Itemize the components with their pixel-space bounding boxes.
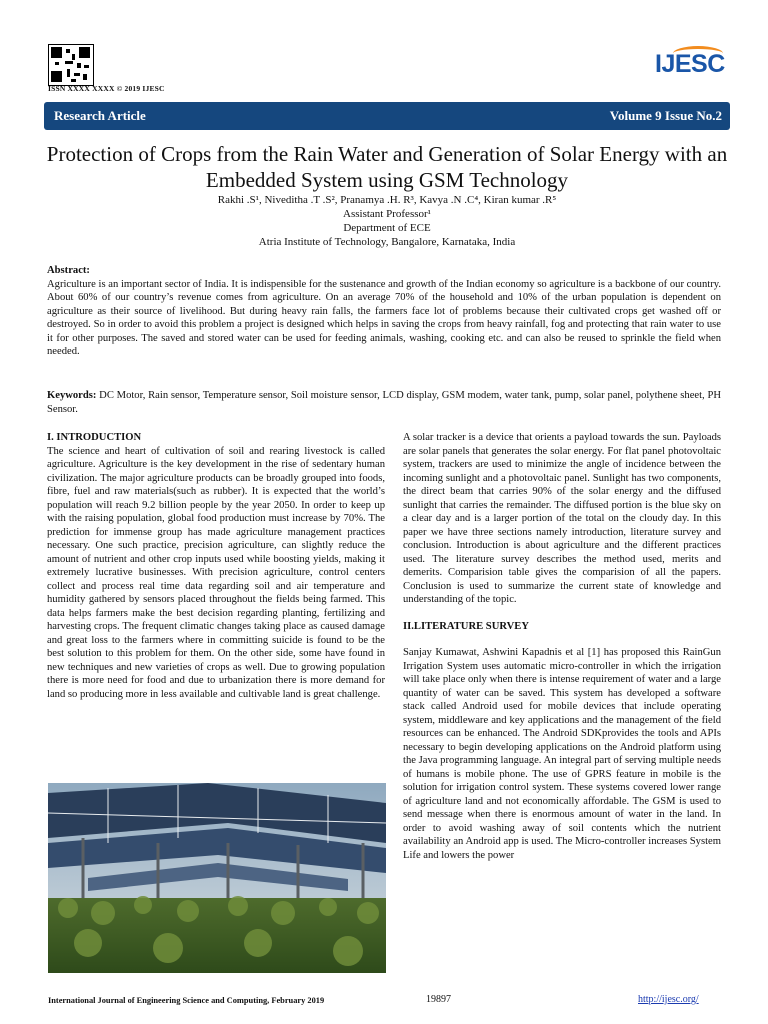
keywords [47,389,721,416]
author-block [44,193,730,249]
keywords-heading: Keywords: [47,390,97,401]
survey-text: Sanjay Kumawat, Ashwini Kapadnis et al [1] has proposed this RainGun Irrigation System uses automatic micro-controller in which the irrigation will take place only when there is intense requirement of water and a large quantity of water can be saved. This system has developed a software stack called Android used for mobile devices that include operating system, middleware and key applications and the management of the field resources can be enhanced. The Android SDKprovides the tools and APIs necessary to begin developing applications on the Android platform using the Java programming language. An integral part of serving multiple needs of humans is mobile phone. The use of GPRS feature in mobile is the solution for irrigation control system. These systems covered lower range of agriculture land and not economically affordable. The GSM is used to send message when there is enormous amount of water in the land. In order to avoid washing away of soil contents which the nutrient availability an Android app is used. The Micro-controller increases System Life and lowers the power [403,647,721,861]
author-position: Assistant Professor¹ [343,208,431,220]
tracker-text: A solar tracker is a device that orients a payload towards the sun. Payloads are solar panels that generates the solar energy. For flat panel photovoltaic system, trackers are used to minimize the angle of incidence between the incoming sunlight and a photovoltaic panel. Sunlight has two components, the direct beam that carries 90% of the solar energy and the diffused sunlight that carries the remainder. The diffused portion is the blue sky on a clear day and is a larger portion of the total on the cloudy day. In this paper we have three sections namely introduction, literature survey and conclusion. Introduction is about agriculture and the different practices used. The literature survey describes the method used, merits and demerits. Comparision table gives the comparision of all the papers. Conclusion is used to summarize the current state of knowledge and understanding of the topic. [403,432,721,605]
qr-code [48,44,94,86]
survey-heading: II.LITERATURE SURVEY [403,620,529,632]
author-institute: Atria Institute of Technology, Bangalore, Karnataka, India [258,236,516,248]
author-department: Department of ECE [343,222,431,234]
keywords-text: DC Motor, Rain sensor, Temperature sensor, Soil moisture sensor, LCD display, GSM modem, water tank, pump, solar panel, polythene sheet, PH Sensor. [47,390,721,415]
footer-page-number: 19897 [426,994,451,1005]
volume-label: Volume 9 Issue No.2 [609,108,722,123]
author-names: Rakhi .S¹, Niveditha .T .S², Pranamya .H. R³, Kavya .N .C⁴, Kiran kumar .R⁵ [217,194,557,206]
footer-journal: International Journal of Engineering Science and Computing, February 2019 [48,996,325,1005]
abstract [47,264,721,359]
issn-text: ISSN XXXX XXXX © 2019 IJESC [48,84,165,93]
solar-farm-photo [48,783,386,973]
solar-farm-illustration [48,783,386,973]
section-label: Research Article [54,108,146,123]
column-left [47,431,385,701]
column-right [403,431,721,862]
footer-url-link[interactable]: http://ijesc.org/ [638,994,699,1005]
article-banner [44,102,730,130]
intro-text: The science and heart of cultivation of soil and rearing livestock is called agriculture. Agriculture is the key development in the rise of sedentary human civilization. The major agriculture products can be broadly grouped into foods, fibre, fuel and raw materials(such as rubber). It is expected that the world’s population will reach 9.2 billion people by the year 2050. In order to keep up with the raising population, global food production must increase by 70%. The prediction for immense group has made agriculture management practices necessary. One such practice, precision agriculture, can slightly reduce the amount of nutrient and other crop inputs used while boosting yields, making it extremely lucrative businesses. With precision agriculture, control centers collect and process real time data regarding soil and air temperature and humidity gathered by sensors placed throughout the fields being farmed. This data helps farmers make the best decision regarding planting, fertilizing and harvesting crops. The frequent climatic changes taking place as caused damage and great loss to the farmers where in committing suicide is found to be the best solution to this problem for them. On the other side, some have found in new techniques and new varieties of crops as well. Due to growing population there is more need for food and due to urbanization there is more demand for land so producing more in less available and cultivable land is great challenge. [47,445,385,700]
logo-text: IJESC [655,50,725,78]
paper-title: Protection of Crops from the Rain Water and Generation of Solar Energy with an Embedded System using GSM Technology [46,142,728,192]
ijesc-logo [653,50,729,84]
intro-heading: I. INTRODUCTION [47,432,142,443]
abstract-heading: Abstract: [47,265,90,276]
abstract-text: Agriculture is an important sector of India. It is indispensible for the sustenance and growth of the Indian economy so agriculture is a backbone of our country. About 60% of our country’s revenue comes from agriculture. On an average 70% of the household and 10% of the urban population is dependent on agriculture as their source of livelihood. But during heavy rain falls, the farmers face lot of problems because their cultivated crops get washed off or destroyed. So in order to avoid this problem a project is designed which helps in saving the crops from heavy rainfall, fog and protecting that rain water to use it for other purposes. The saved and stored water can be used for feeding animals, washing, cooking etc. and can also be reused to sprinkle the field when needed. [47,278,721,357]
